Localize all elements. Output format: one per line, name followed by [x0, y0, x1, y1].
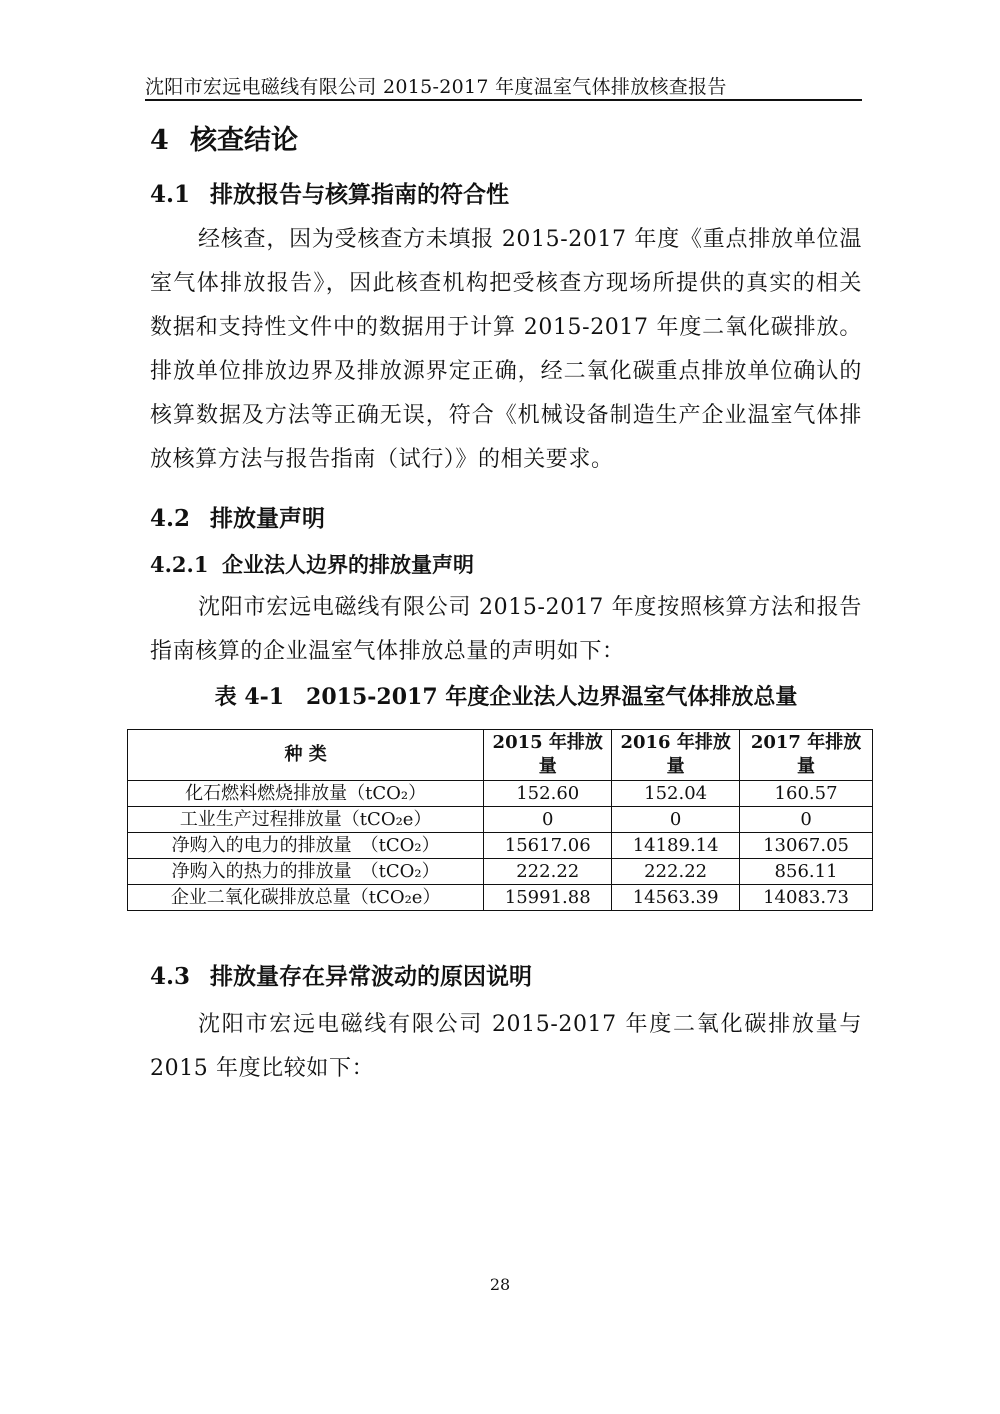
section-number: 4.1: [150, 181, 191, 208]
section-4-heading: [150, 118, 298, 157]
cell-2016: 222.22: [612, 859, 740, 885]
cell-2017: 14083.73: [740, 885, 873, 911]
section-4-2-heading: [150, 500, 325, 533]
table-row: [128, 781, 873, 807]
table-caption: 表 4-1 2015-2017 年度企业法人边界温室气体排放总量: [214, 684, 798, 710]
section-title: 排放报告与核算指南的符合性: [210, 181, 509, 208]
section-number: 4.2: [150, 505, 191, 532]
table-row: [128, 859, 873, 885]
cell-2015: 0: [484, 807, 612, 833]
section-title: 排放量存在异常波动的原因说明: [210, 963, 532, 990]
cell-2017: 160.57: [740, 781, 873, 807]
section-4-2-1-heading: [150, 549, 474, 579]
cell-2015: 15617.06: [484, 833, 612, 859]
emissions-table: [127, 729, 873, 911]
header-rule: [145, 99, 862, 101]
table-row: [128, 833, 873, 859]
section-number: 4.3: [150, 963, 191, 990]
section-number: 4: [150, 125, 169, 156]
cell-2016: 152.04: [612, 781, 740, 807]
section-4-1-heading: [150, 176, 509, 209]
cell-2015: 152.60: [484, 781, 612, 807]
row-label: 化石燃料燃烧排放量（tCO₂）: [128, 781, 484, 807]
page-number: 28: [489, 1275, 511, 1294]
cell-2016: 0: [612, 807, 740, 833]
header-2015: 2015 年排放量: [484, 730, 612, 781]
row-label: 工业生产过程排放量（tCO₂e）: [128, 807, 484, 833]
section-4-2-1-paragraph: 沈阳市宏远电磁线有限公司 2015-2017 年度按照核算方法和报告指南核算的企业温室气体排放总量的声明如下：: [150, 595, 862, 664]
cell-2017: 13067.05: [740, 833, 873, 859]
section-4-1-paragraph: 经核查，因为受核查方未填报 2015-2017 年度《重点排放单位温室气体排放报告》，因此核查机构把受核查方现场所提供的真实的相关数据和支持性文件中的数据用于计算 2015-2017 年度二氧化碳排放。排放单位排放边界及排放源界定正确，经二氧化碳重点排放单位确认的核算数据及方法等正确无误，符合《机械设备制造生产企业温室气体排放核算方法与报告指南（试行）》的相关要求。: [150, 227, 862, 472]
table-row: [128, 885, 873, 911]
section-title: 企业法人边界的排放量声明: [222, 552, 474, 577]
section-number: 4.2.1: [150, 552, 209, 577]
table-header-row: [128, 730, 873, 781]
section-title: 排放量声明: [210, 505, 325, 532]
header-2016: 2016 年排放量: [612, 730, 740, 781]
cell-2015: 222.22: [484, 859, 612, 885]
cell-2017: 856.11: [740, 859, 873, 885]
cell-2017: 0: [740, 807, 873, 833]
section-4-3-paragraph: 沈阳市宏远电磁线有限公司 2015-2017 年度二氧化碳排放量与 2015 年度比较如下：: [150, 1012, 862, 1081]
cell-2015: 15991.88: [484, 885, 612, 911]
section-4-3-heading: [150, 958, 532, 991]
header-category: 种 类: [128, 730, 484, 781]
row-label: 净购入的热力的排放量 （tCO₂）: [128, 859, 484, 885]
cell-2016: 14563.39: [612, 885, 740, 911]
header-2017: 2017 年排放量: [740, 730, 873, 781]
section-title: 核查结论: [190, 125, 298, 156]
cell-2016: 14189.14: [612, 833, 740, 859]
table-row: [128, 807, 873, 833]
row-label: 净购入的电力的排放量 （tCO₂）: [128, 833, 484, 859]
running-header: 沈阳市宏远电磁线有限公司 2015-2017 年度温室气体排放核查报告: [145, 76, 727, 98]
row-label: 企业二氧化碳排放总量（tCO₂e）: [128, 885, 484, 911]
